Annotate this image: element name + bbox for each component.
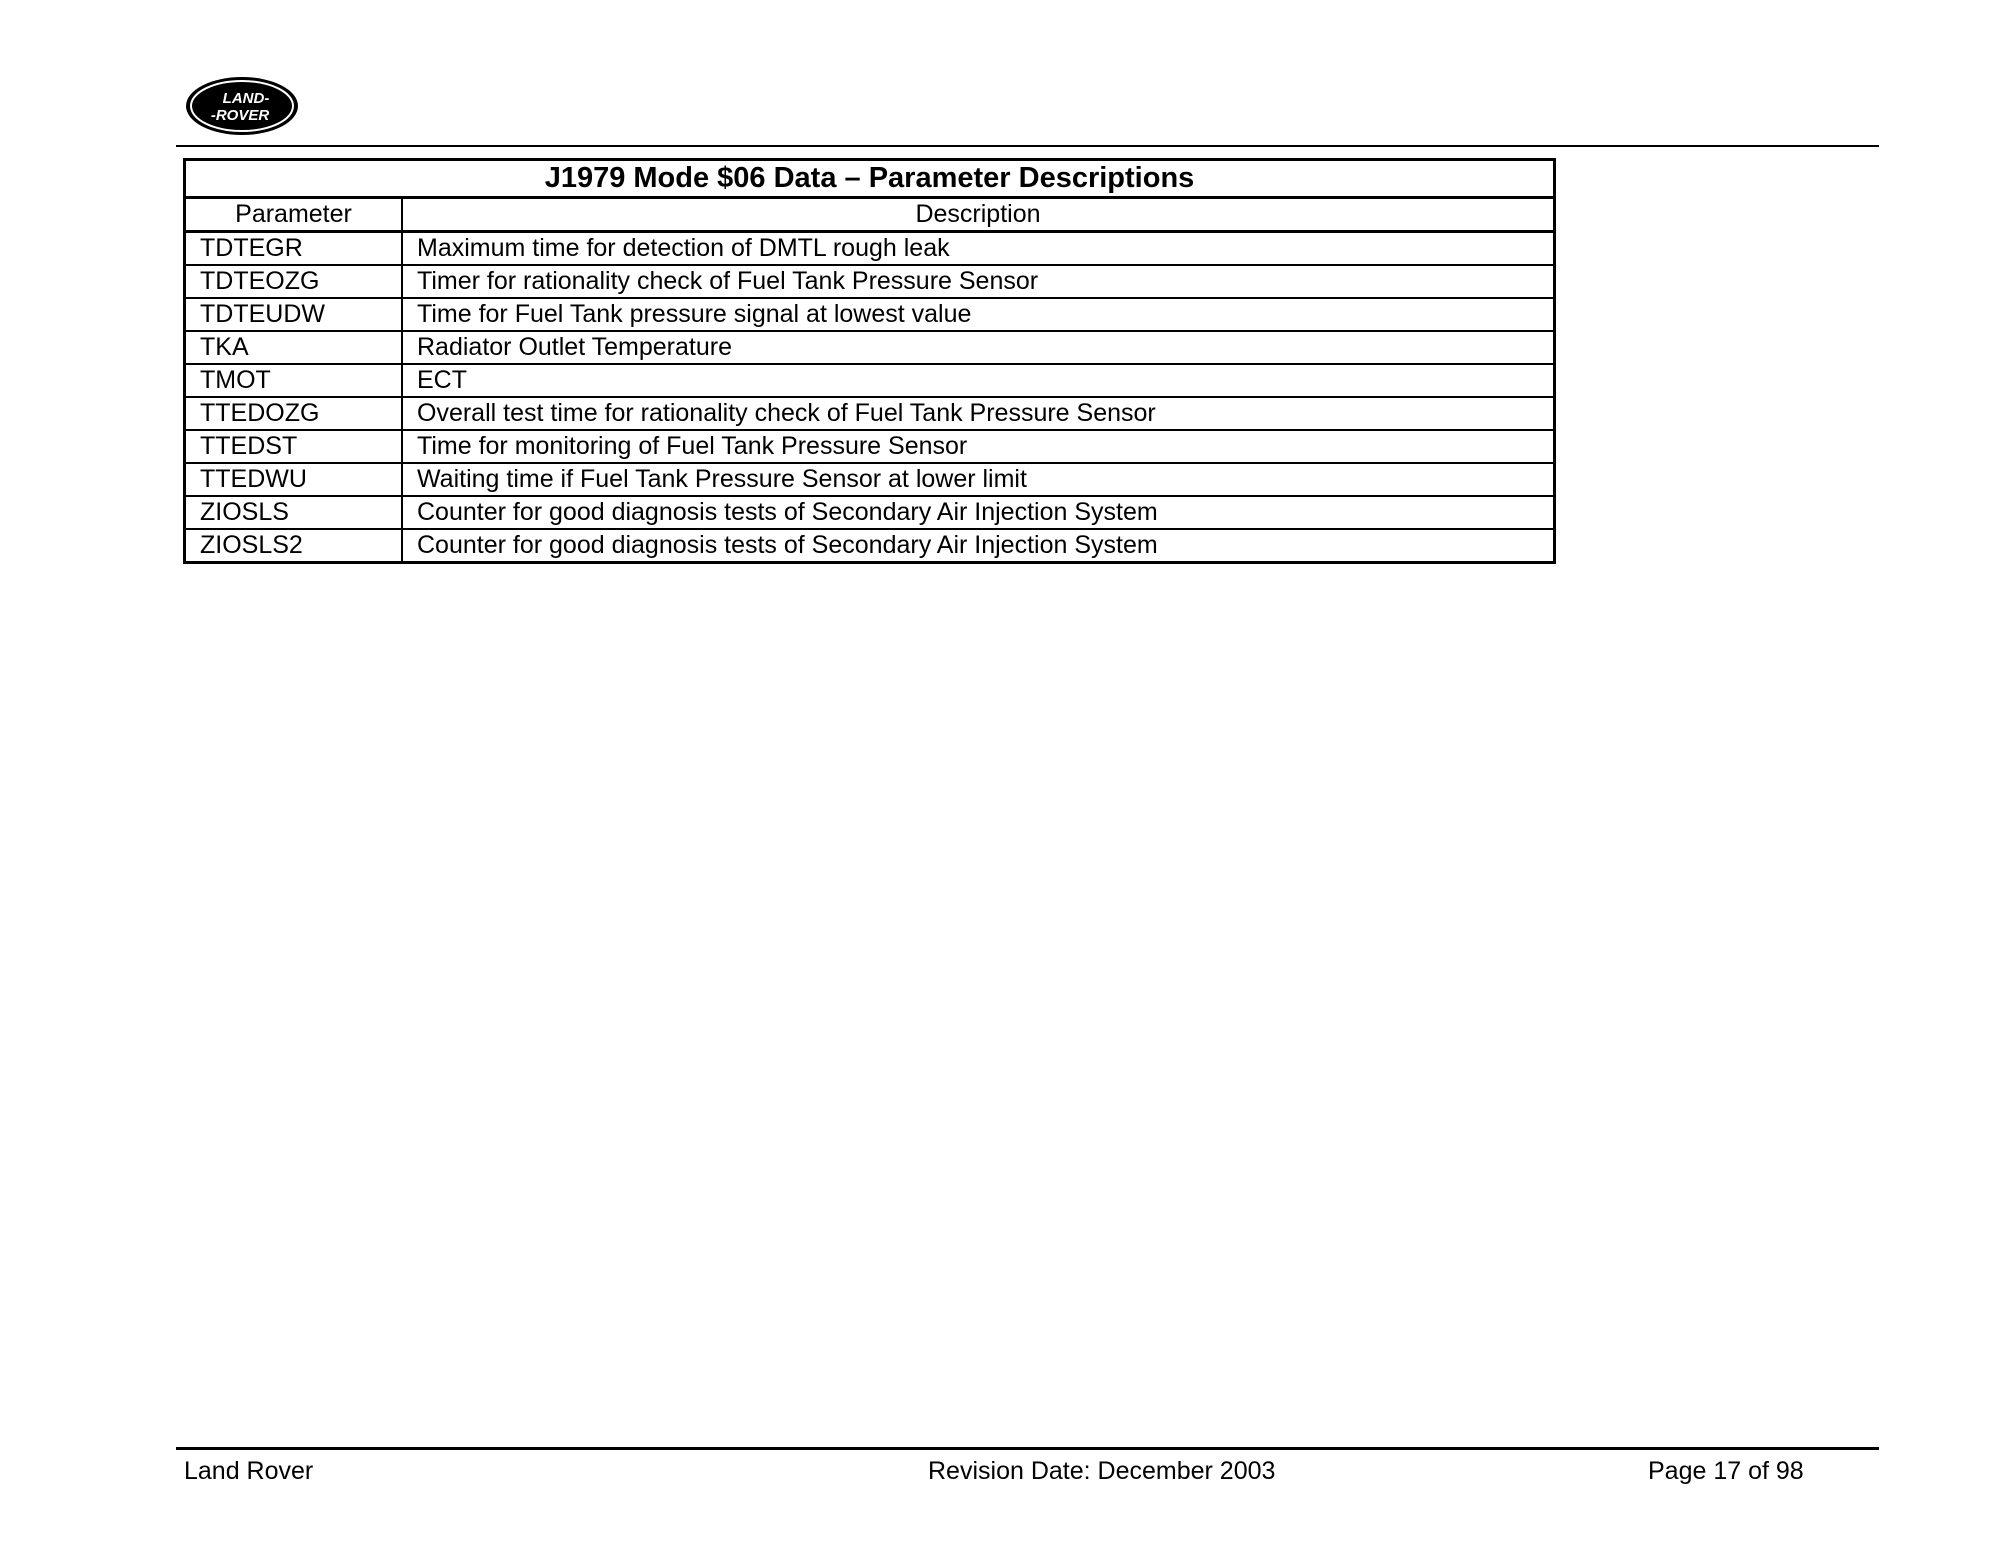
parameter-cell: TDTEUDW xyxy=(185,298,403,331)
parameter-cell: TMOT xyxy=(185,364,403,397)
description-cell: Time for monitoring of Fuel Tank Pressure Sensor xyxy=(402,430,1555,463)
footer-page-number: Page 17 of 98 xyxy=(1648,1457,1804,1485)
footer-company: Land Rover xyxy=(184,1457,314,1485)
description-cell: Counter for good diagnosis tests of Secondary Air Injection System xyxy=(402,496,1555,529)
table-row xyxy=(185,397,1555,430)
parameter-cell: TTEDWU xyxy=(185,463,403,496)
description-cell: Radiator Outlet Temperature xyxy=(402,331,1555,364)
table-row xyxy=(185,496,1555,529)
description-cell: Counter for good diagnosis tests of Secondary Air Injection System xyxy=(402,529,1555,563)
land-rover-logo xyxy=(184,75,300,137)
parameter-cell: TDTEOZG xyxy=(185,265,403,298)
parameter-cell: TTEDOZG xyxy=(185,397,403,430)
description-cell: Maximum time for detection of DMTL rough leak xyxy=(402,232,1555,266)
column-header-description: Description xyxy=(402,198,1555,232)
logo-text-line1: LAND- xyxy=(222,90,270,107)
table-row xyxy=(185,298,1555,331)
table-row xyxy=(185,331,1555,364)
table-row xyxy=(185,430,1555,463)
parameter-cell: TKA xyxy=(185,331,403,364)
parameter-cell: TTEDST xyxy=(185,430,403,463)
table-row xyxy=(185,529,1555,563)
table-title: J1979 Mode $06 Data – Parameter Descriptions xyxy=(185,160,1555,198)
parameter-table xyxy=(183,158,1556,564)
parameter-cell: ZIOSLS2 xyxy=(185,529,403,563)
table-row xyxy=(185,463,1555,496)
parameter-cell: ZIOSLS xyxy=(185,496,403,529)
logo-text-line2: -ROVER xyxy=(210,107,270,124)
header-divider xyxy=(176,145,1879,147)
table-row xyxy=(185,265,1555,298)
table-row xyxy=(185,364,1555,397)
description-cell: Timer for rationality check of Fuel Tank Pressure Sensor xyxy=(402,265,1555,298)
table-row xyxy=(185,232,1555,266)
description-cell: ECT xyxy=(402,364,1555,397)
description-cell: Waiting time if Fuel Tank Pressure Sensor at lower limit xyxy=(402,463,1555,496)
parameter-cell: TDTEGR xyxy=(185,232,403,266)
description-cell: Time for Fuel Tank pressure signal at lowest value xyxy=(402,298,1555,331)
footer-divider xyxy=(176,1447,1879,1450)
footer-revision-date: Revision Date: December 2003 xyxy=(928,1457,1276,1485)
column-header-parameter: Parameter xyxy=(185,198,403,232)
description-cell: Overall test time for rationality check of Fuel Tank Pressure Sensor xyxy=(402,397,1555,430)
